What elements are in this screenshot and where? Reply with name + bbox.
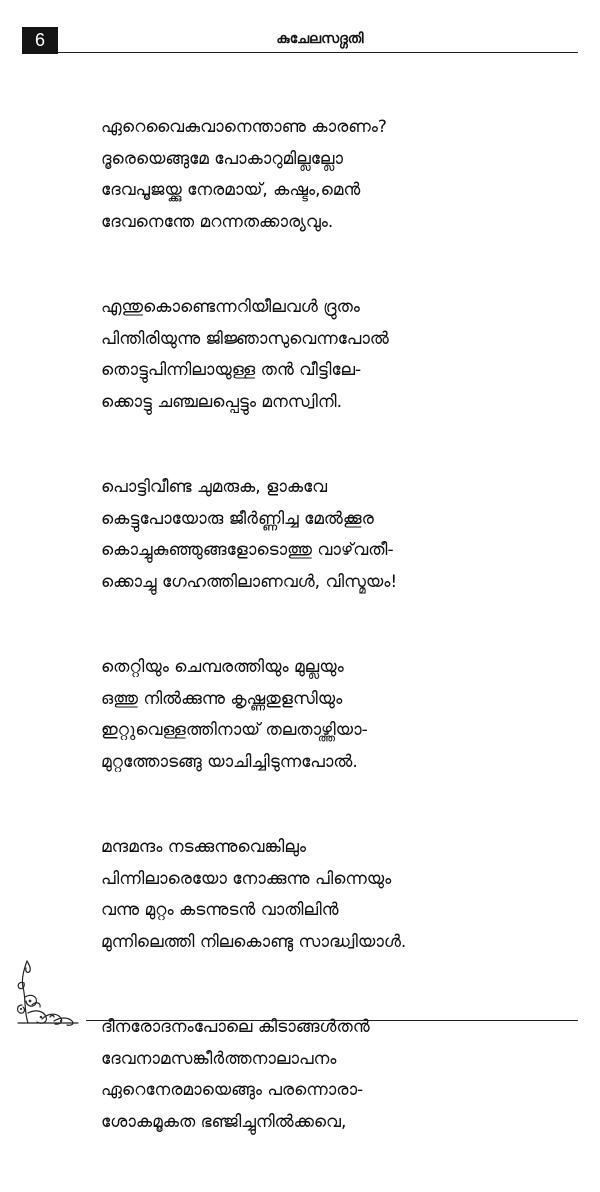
poem-line: ദേവനാമസങ്കീർത്തനാലാപനം: [101, 1048, 337, 1069]
poem-body: [101, 112, 541, 1192]
page-header: [0, 0, 600, 60]
floral-ornament-icon: [14, 955, 80, 1027]
running-title: കുചേലസദ്ഗതി: [276, 31, 364, 47]
stanza: [101, 472, 541, 598]
stanza: [101, 652, 541, 778]
poem-line: പൊട്ടിവീണ്ട ചുമരുക, ളാകവേ: [101, 477, 328, 497]
poem-line: ഏറെവൈകുവാനെന്താണു കാരണം?: [101, 117, 387, 137]
poem-line: ദീനരോദനംപോലെ കിടാങ്ങൾതൻ: [101, 1017, 370, 1037]
poem-line: ദേവപൂജയ്ക്കു നേരമായ്, കഷ്ടം,മെൻ: [101, 180, 361, 200]
stanza: [101, 1012, 541, 1138]
stanza: [101, 832, 541, 958]
poem-line: മുന്നിലെത്തി നിലകൊണ്ടു സാദ്ധ്വിയാൾ.: [101, 931, 407, 952]
poem-line: തൊട്ടുപിന്നിലായുള്ള തൻ വീട്ടിലേ-: [101, 360, 362, 380]
poem-line: ശോകമൂകത ഭഞ്ജിച്ചുനിൽക്കവെ,: [101, 1111, 347, 1132]
poem-line: പിന്നിലാരെയോ നോക്കുന്നു പിന്നെയും: [101, 868, 392, 889]
poem-line: ക്കൊട്ടു ചഞ്ചലപ്പെട്ടും മനസ്വിനി.: [101, 391, 343, 412]
header-rule: [58, 52, 578, 53]
poem-line: ഏറെനേരമായെങ്ങും പരന്നൊരാ-: [101, 1080, 364, 1100]
poem-line: വന്നു മുറ്റം കടന്നുടൻ വാതിലിൻ: [101, 900, 339, 920]
poem-line: തെറ്റിയും ചെമ്പരത്തിയും മുല്ലയും: [101, 657, 344, 677]
stanza: [101, 112, 541, 238]
poem-line: എന്തുകൊണ്ടെന്നറിയീലവൾ ദ്രുതം: [101, 297, 360, 317]
poem-line: ദേവനെന്തേ മറന്നതക്കാര്യവും.: [101, 211, 334, 232]
poem-line: മന്ദമന്ദം നടക്കുന്നുവെങ്കിലും: [101, 837, 307, 857]
poem-line: ഒത്തു നിൽക്കുന്നു കൃഷ്ണതുളസിയും: [101, 688, 343, 709]
page-number: 6: [22, 27, 58, 54]
poem-line: ദൂരെയെങ്ങുമേ പോകാറുമില്ലല്ലോ: [101, 148, 343, 169]
poem-line: ഇറ്റുവെള്ളത്തിനായ് തലതാഴ്ത്തിയാ-: [101, 720, 368, 740]
stanza: [101, 292, 541, 418]
poem-line: പിന്തിരിയുന്നു ജിജ്ഞാസുവെന്നപോൽ: [101, 328, 389, 349]
poem-line: ക്കൊച്ചു ഗേഹത്തിലാണവൾ, വിസ്മയം!: [101, 571, 398, 592]
footer-rule: [86, 1020, 578, 1021]
poem-line: കെട്ടുപോയോരു ജീർണ്ണിച്ച മേൽക്കൂര: [101, 508, 374, 529]
poem-line: മുറ്റത്തോടങ്ങു യാചിച്ചിടുന്നപോൽ.: [101, 751, 358, 772]
poem-line: കൊച്ചുകുഞ്ഞുങ്ങളോടൊത്തു വാഴ്‌വതീ-: [101, 540, 394, 560]
